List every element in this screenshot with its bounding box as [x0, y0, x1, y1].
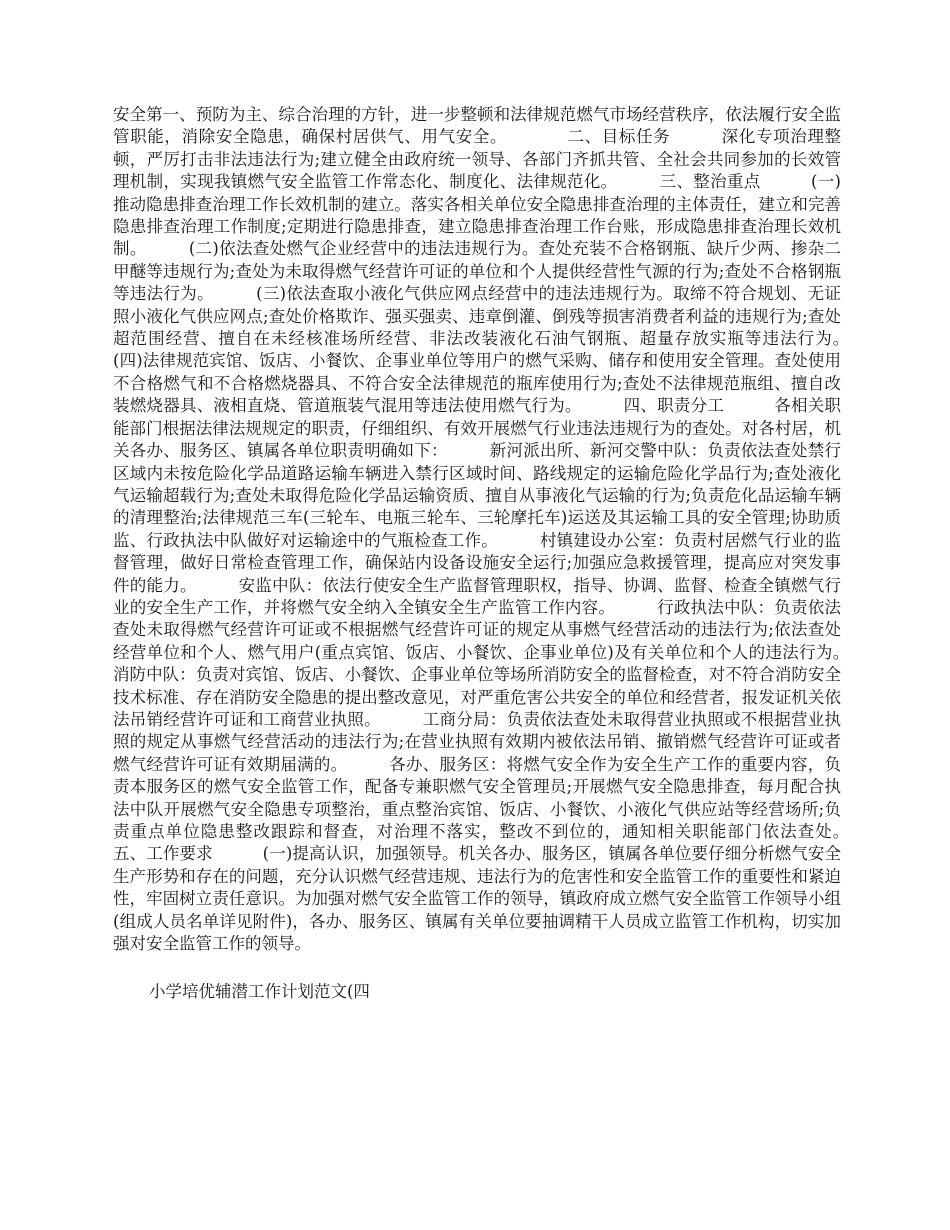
document-body-text: 安全第一、预防为主、综合治理的方针，进一步整顿和法律规范燃气市场经营秩序，依法履行安全监管职能，消除安全隐患，确保村居供气、用气安全。 二、目标任务 深化专项治理整顿，严厉打击非法违法行为;建立健全由政府统一领导、各部门齐抓共管、全社会共同参加的长效管理机制，实现我镇燃气安全监管工作常态化、制度化、法律规范化。 三、整治重点 (一)推动隐患排查治理工作长效机制的建立。落实各相关单位安全隐患排查治理的主体责任，建立和完善隐患排查治理工作制度;定期进行隐患排查，建立隐患排查治理工作台账，形成隐患排查治理长效机制。 (二)依法查处燃气企业经营中的违法违规行为。查处充装不合格钢瓶、缺斤少两、掺杂二甲醚等违规行为;查处为未取得燃气经营许可证的单位和个人提供经营性气源的行为;查处不合格钢瓶等违法行为。 (三)依法查取小液化气供应网点经营中的违法违规行为。取缔不符合规划、无证照小液化气供应网点;查处价格欺诈、强买强卖、违章倒灌、倒残等损害消费者利益的违规行为;查处超范围经营、擅自在未经核准场所经营、非法改装液化石油气钢瓶、超量存放实瓶等违法行为。 (四)法律规范宾馆、饭店、小餐饮、企事业单位等用户的燃气采购、储存和使用安全管理。查处使用不合格燃气和不合格燃烧器具、不符合安全法律规范的瓶库使用行为;查处不法律规范瓶组、擅自改装燃烧器具、液相直烧、管道瓶装气混用等违法使用燃气行为。 四、职责分工 各相关职能部门根据法律法规规定的职责，仔细组织、有效开展燃气行业违法违规行为的查处。对各村居，机关各办、服务区、镇属各单位职责明确如下： 新河派出所、新河交警中队：负责依法查处禁行区域内未按危险化学品道路运输车辆进入禁行区域时间、路线规定的运输危险化学品行为;查处液化气运输超载行为;查处未取得危险化学品运输资质、擅自从事液化气运输的行为;负责危化品运输车辆的清理整治;法律规范三车(三轮车、电瓶三轮车、三轮摩托车)运送及其运输工具的安全管理;协助质监、行政执法中队做好对运输途中的气瓶检查工作。 村镇建设办公室：负责村居燃气行业的监督管理，做好日常检查管理工作，确保站内设备设施安全运行;加强应急救援管理，提高应对突发事件的能力。 安监中队：依法行使安全生产监督管理职权，指导、协调、监督、检查全镇燃气行业的安全生产工作，并将燃气安全纳入全镇安全生产监管工作内容。 行政执法中队：负责依法查处未取得燃气经营许可证或不根据燃气经营许可证的规定从事燃气经营活动的违法行为;依法查处经营单位和个人、燃气用户(重点宾馆、饭店、小餐饮、企事业单位)及有关单位和个人的违法行为。 消防中队：负责对宾馆、饭店、小餐饮、企事业单位等场所消防安全的监督检查，对不符合消防安全技术标准、存在消防安全隐患的提出整改意见，对严重危害公共安全的单位和经营者，报发证机关依法吊销经营许可证和工商营业执照。 工商分局：负责依法查处未取得营业执照或不根据营业执照的规定从事燃气经营活动的违法行为;在营业执照有效期内被依法吊销、撤销燃气经营许可证或者燃气经营许可证有效期届满的。 各办、服务区：将燃气安全作为安全生产工作的重要内容，负责本服务区的燃气安全监管工作，配备专兼职燃气安全管理员;开展燃气安全隐患排查，每月配合执法中队开展燃气安全隐患专项整治，重点整治宾馆、饭店、小餐饮、小液化气供应站等经营场所;负责重点单位隐患整改跟踪和督查，对治理不落实，整改不到位的，通知相关职能部门依法查处。 五、工作要求 (一)提高认识，加强领导。机关各办、服务区，镇属各单位要仔细分析燃气安全生产形势和存在的问题，充分认识燃气经营违规、违法行为的危害性和安全监管工作的重要性和紧迫性，牢固树立责任意识。为加强对燃气安全监管工作的领导，镇政府成立燃气安全监管工作领导小组(组成人员名单详见附件)，各办、服务区、镇属有关单位要抽调精干人员成立监管工作机构，切实加强对安全监管工作的领导。 [113, 105, 891, 954]
next-section-heading: 小学培优辅潜工作计划范文(四 [149, 982, 370, 1002]
document-page [113, 104, 891, 1003]
